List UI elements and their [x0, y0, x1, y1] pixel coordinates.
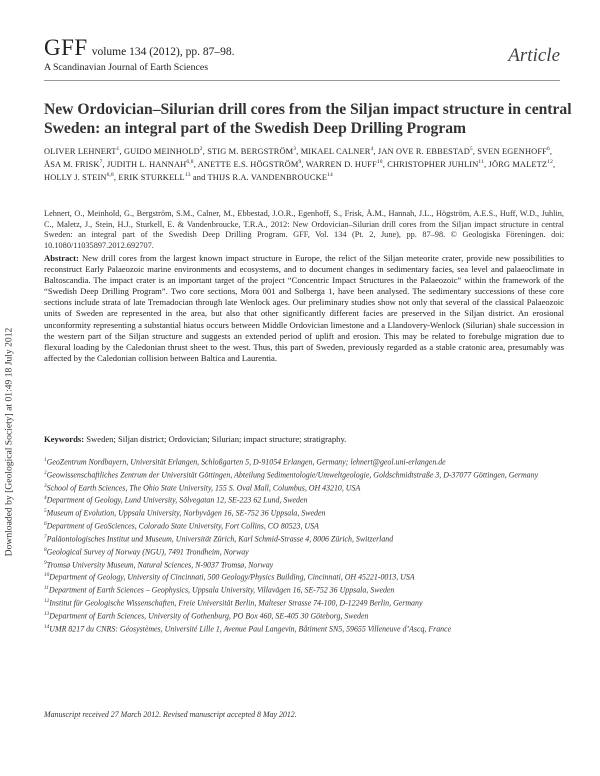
affiliation	[44, 506, 566, 519]
affiliation-number: 13	[44, 610, 50, 617]
abstract	[44, 253, 564, 364]
affiliation-text: Institut für Geologische Wissenschaften, Freie Universität Berlin, Malteser Strasse 74-100, D-12249 Berlin, Germany	[49, 598, 423, 608]
author-name: ERIK STURKELL	[118, 172, 185, 182]
affiliation	[44, 583, 566, 596]
author-name: GUIDO MEINHOLD	[123, 146, 200, 156]
author	[44, 160, 102, 169]
author-list: OLIVER LEHNERT$^1$, GUIDO MEINHOLD$^2$, STIG M. BERGSTRÖM$^3$, MIKAEL CALNER$^4$, JAN OVE R. EBBESTAD$^5$, SVEN EGENHOFF$^6$, ÅSA M. FRISK$^7$, JUDITH L. HANNAH$^{6,8}$, ANETTE E.S. HÖGSTRÖM$^9$, WARREN D. HUFF$^{10}$, CHRISTOPHER JUHLIN$^{11}$, JÖRG MALETZ$^{12}$, HOLLY J. STEIN$^{6,8}$, ERIK STURKELL$^{13}$ and THIJS R.A. VANDENBROUCKE$^{14}$	[44, 146, 556, 182]
keywords-text: Sweden; Siljan district; Ordovician; Silurian; impact structure; stratigraphy.	[86, 434, 347, 444]
author-affiliation-mark: 6	[546, 146, 550, 152]
affiliation-text: UMR 8217 du CNRS: Géosystèmes, Université Lille 1, Avenue Paul Langevin, Bâtiment SN5, 59655 Villeneuve d’Ascq, France	[49, 624, 452, 634]
author-name: THIJS R.A. VANDENBROUCKE	[207, 172, 328, 182]
header-divider	[44, 80, 560, 81]
affiliation-number: 5	[44, 508, 47, 515]
download-notice: Downloaded by [Geological Society] at 01:49 18 July 2012	[3, 327, 15, 557]
author-name: SVEN EGENHOFF	[477, 146, 547, 156]
author-affiliation-mark: 14	[327, 172, 333, 178]
author-affiliation-mark: 12	[547, 159, 553, 165]
journal-header	[44, 35, 560, 73]
author-name: MIKAEL CALNER	[300, 146, 371, 156]
affiliation-text: Department of GeoSciences, Colorado State University, Fort Collins, CO 80523, USA	[46, 521, 319, 531]
author-name: ANETTE E.S. HÖGSTRÖM	[197, 159, 299, 169]
author	[44, 173, 114, 182]
author-affiliation-mark: 6,8	[186, 159, 194, 165]
paper-title: New Ordovician–Silurian drill cores from the Siljan impact structure in central Sweden: an integral part of the Swedish Deep Drilling Program	[44, 101, 572, 137]
author-affiliation-mark: 9	[298, 159, 302, 165]
affiliation	[44, 622, 566, 635]
affiliation	[44, 493, 566, 506]
author	[107, 160, 194, 169]
affiliation-number: 11	[44, 585, 49, 592]
affiliation-number: 6	[44, 521, 47, 528]
affiliation-number: 2	[44, 469, 47, 476]
manuscript-note: Manuscript received 27 March 2012. Revised manuscript accepted 8 May 2012.	[44, 710, 297, 719]
affiliation-text: Department of Geology, Lund University, Sölvegatan 12, SE-223 62 Lund, Sweden	[46, 496, 308, 506]
journal-name: GFF	[44, 35, 88, 60]
affiliation-number: 1	[44, 457, 47, 463]
affiliation-number: 3	[44, 482, 47, 489]
journal-subtitle: A Scandinavian Journal of Earth Sciences	[44, 62, 209, 73]
affiliation	[44, 558, 566, 571]
author-affiliation-mark: 5	[469, 146, 473, 152]
affiliation-text: Paläontologisches Institut und Museum, Universität Zürich, Karl Schmid-Strasse 4, 8006 Zürich, Switzerland	[46, 534, 394, 544]
citation: Lehnert, O., Meinhold, G., Bergström, S.M., Calner, M., Ebbestad, J.O.R., Egenhoff, S., Frisk, Å.M., Hannah, J.L., Högström, A.E.S., Huff, W.D., Juhlin, C., Maletz, J., Stein, H.J., Sturkell, E. & Vandenbroucke, T.R.A., 2012: New Ordovician–Silurian drill cores from the Siljan impact structure in central Sweden: an integral part of the Swedish Deep Drilling Program. GFF, Vol. 134 (Pt. 2, June), pp. 87–98. © Geologiska Föreningen. doi: 10.1080/11035897.2012.692707.	[44, 209, 564, 250]
affiliation-text: Tromsø University Museum, Natural Sciences, N-9037 Tromsø, Norway	[46, 560, 274, 570]
author-name: WARREN D. HUFF	[305, 159, 377, 169]
abstract-text: New drill cores from the largest known impact structure in Europe, the relict of the Siljan meteorite crater, provide new possibilities to reconstruct Early Palaeozoic marine environments and ecosystems, and to document changes in sedimentary facies, sea level and palaeoclimate in Baltoscandia. The impact crater is an important target of the project “Concentric Impact Structures in the Palaeozoic” within the framework of the “Swedish Deep Drilling Program”. Two core sections, Mora 001 and Solberga 1, have been analysed. The sedimentary successions of these core sections include strata of late Tremadocian through late Wenlock ages. Our preliminary studies show not only that several of the classical Palaeozoic units of Sweden are represented in the area, but also that other significantly different facies are preserved in the Siljan district. An erosional unconformity representing a substantial hiatus occurs between Middle Ordovician limestone and a Llandovery-Wenlock (Silurian) shale succession in the western part of the Siljan structure and suggests an extended period of uplift and erosion. This may be related to forebulge migration due to flexural loading by the Caledonian thrust sheet to the west. Thus, this part of Sweden, previously regarded as a stable cratonic area, presumably was affected by the Caledonian collision between Baltica and Laurentia.	[44, 253, 564, 363]
author	[477, 147, 550, 156]
author	[301, 147, 374, 156]
journal-volume: volume 134 (2012), pp. 87–98.	[91, 46, 235, 58]
keywords-label: Keywords:	[44, 434, 85, 444]
author-name: JÖRG MALETZ	[488, 159, 548, 169]
author-affiliation-mark: 3	[293, 146, 297, 152]
abstract-label: Abstract:	[44, 253, 79, 263]
download-sidebar	[2, 272, 16, 612]
affiliation-text: GeoZentrum Nordbayern, Universität Erlangen, Schloßgarten 5, D-91054 Erlangen, Germany; lehnert@geol.uni-erlangen.de	[46, 457, 446, 467]
affiliation-number: 14	[44, 623, 50, 630]
affiliation-text: Department of Earth Sciences, University of Gothenburg, PO Box 460, SE-405 30 Göteborg, Sweden	[49, 611, 369, 621]
affiliation-text: Department of Earth Sciences – Geophysics, Uppsala University, Villavägen 16, SE-752 36 Uppsala, Sweden	[48, 585, 395, 595]
affiliation-text: Geological Survey of Norway (NGU), 7491 Trondheim, Norway	[46, 547, 249, 557]
author-name: ÅSA M. FRISK	[44, 159, 100, 169]
affiliation	[44, 519, 566, 532]
author-affiliation-mark: 7	[99, 159, 103, 165]
affiliation-number: 12	[44, 598, 50, 605]
affiliation-list	[44, 455, 566, 635]
affiliation	[44, 468, 566, 481]
author-affiliation-mark: 6,8	[106, 172, 114, 178]
affiliation-text: Department of Geology, University of Cincinnati, 500 Geology/Physics Building, Cincinnati, OH 45221-0013, USA	[49, 573, 415, 583]
author	[387, 160, 484, 169]
affiliation	[44, 481, 566, 494]
affiliation-number: 4	[44, 495, 47, 502]
author-name: OLIVER LEHNERT	[44, 146, 117, 156]
author-affiliation-mark: 11	[478, 159, 485, 165]
author	[489, 160, 553, 169]
author-affiliation-mark: 4	[370, 146, 374, 152]
affiliation	[44, 596, 566, 609]
affiliation	[44, 570, 566, 583]
article-type: Article	[508, 45, 560, 66]
affiliation	[44, 455, 566, 468]
author-affiliation-mark: 13	[184, 172, 191, 178]
author-affiliation-mark: 10	[376, 159, 383, 165]
author	[378, 147, 473, 156]
affiliation-number: 9	[44, 559, 47, 566]
author-name: JUDITH L. HANNAH	[106, 159, 187, 169]
affiliation-text: Geowissenschaftliches Zentrum der Universität Göttingen, Abteilung Sedimentologie/Umweltgeologie, Goldschmidtstraße 3, D-37077 Göttingen, Germany	[46, 470, 539, 480]
keywords	[44, 434, 564, 444]
affiliation-number: 8	[44, 546, 47, 553]
author-name: CHRISTOPHER JUHLIN	[387, 159, 479, 169]
affiliation	[44, 609, 566, 622]
author	[44, 147, 119, 156]
author	[118, 173, 190, 182]
affiliation-number: 7	[44, 533, 47, 540]
author	[207, 147, 296, 156]
affiliation-text: Museum of Evolution, Uppsala University, Norbyvägen 16, SE-752 36 Uppsala, Sweden	[46, 508, 326, 518]
affiliation	[44, 545, 566, 558]
author	[198, 160, 302, 169]
author	[306, 160, 383, 169]
author-affiliation-mark: 1	[116, 146, 120, 152]
affiliation-number: 10	[44, 572, 50, 579]
author-name: STIG M. BERGSTRÖM	[207, 146, 294, 156]
author-name: HOLLY J. STEIN	[44, 172, 107, 182]
affiliation-text: School of Earth Sciences, The Ohio State University, 155 S. Oval Mall, Columbus, OH 43210, USA	[46, 483, 361, 493]
author-affiliation-mark: 2	[199, 146, 203, 152]
affiliation	[44, 532, 566, 545]
author	[208, 173, 333, 182]
author-name: JAN OVE R. EBBESTAD	[377, 146, 470, 156]
author	[124, 147, 203, 156]
